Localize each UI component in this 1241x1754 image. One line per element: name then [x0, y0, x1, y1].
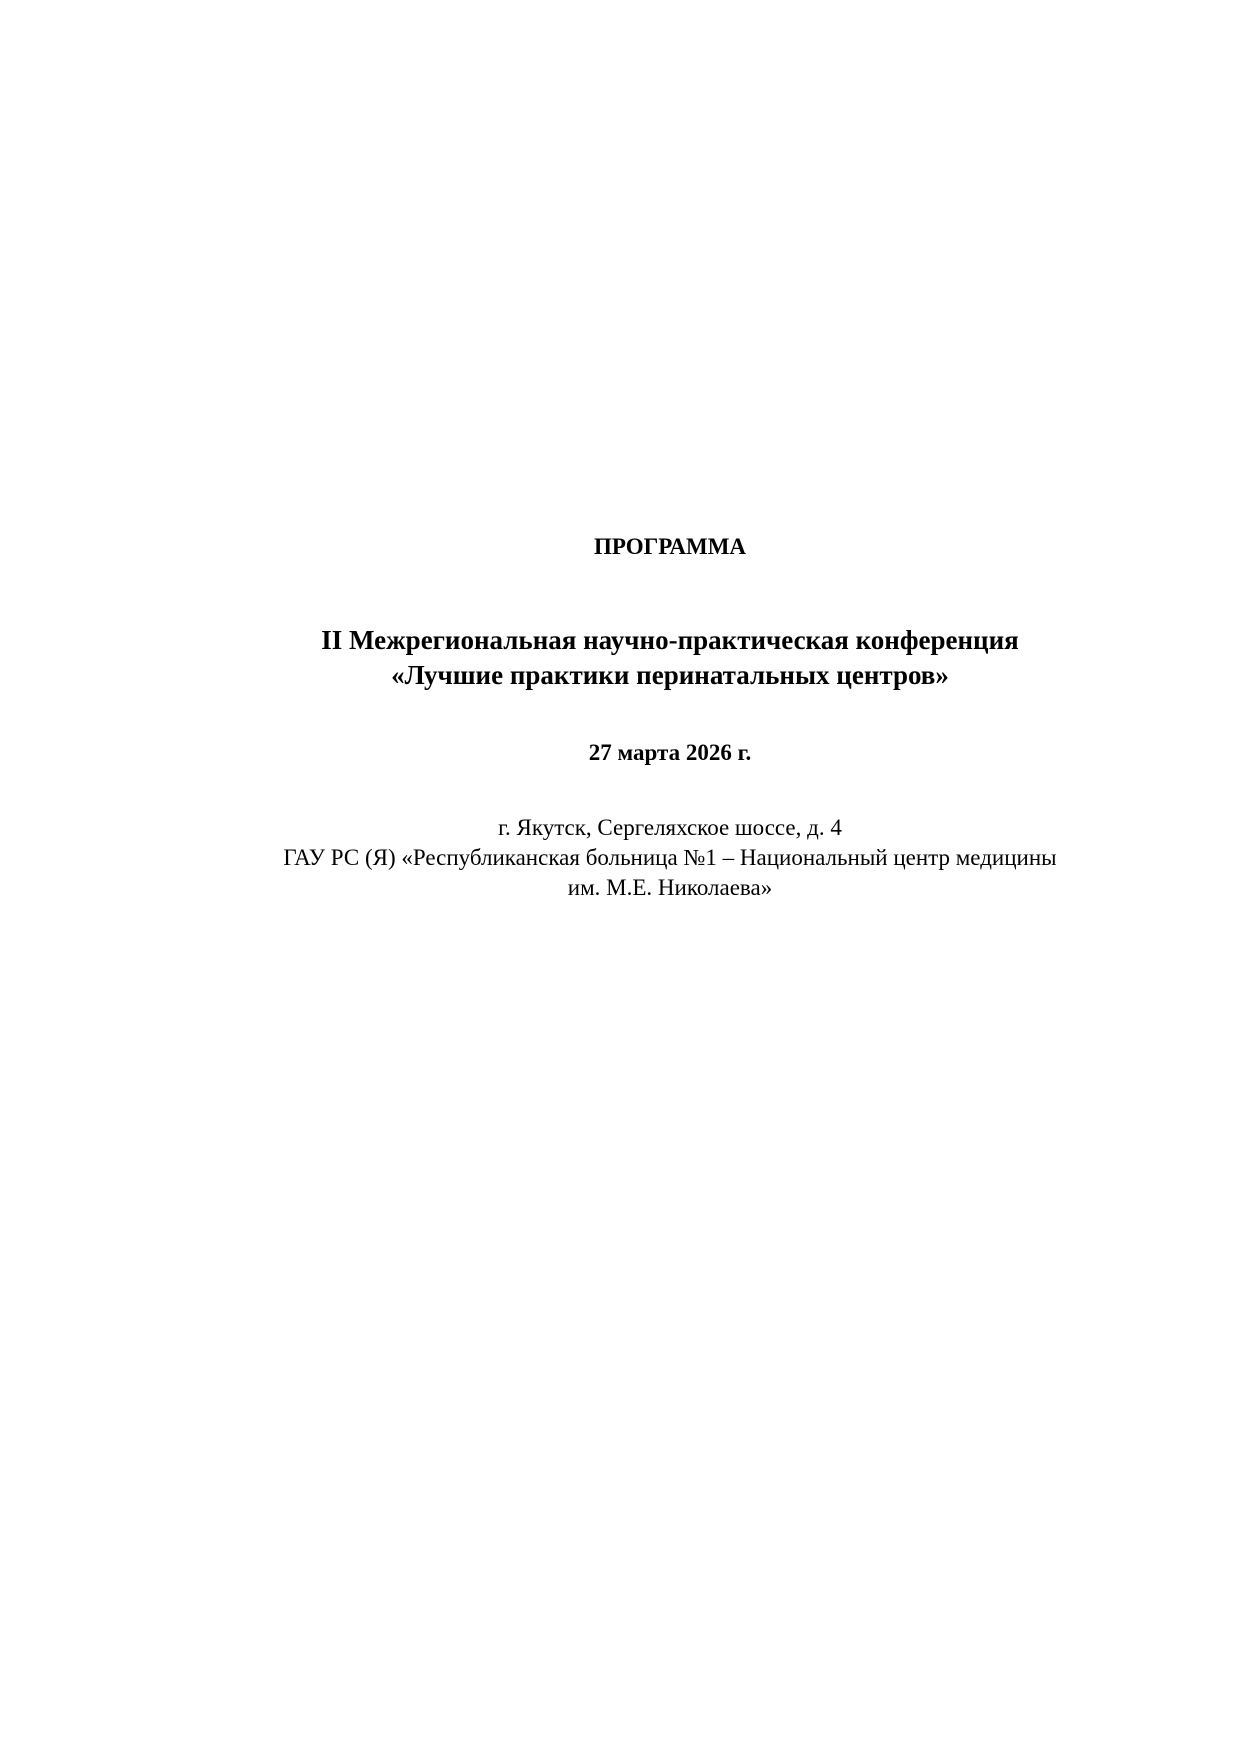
program-heading: ПРОГРАММА	[593, 534, 747, 559]
venue-address-line-2: ГАУ РС (Я) «Республиканская больница №1 – Национальный центр медицины	[283, 845, 1057, 870]
venue-address-line-3: им. М.Е. Николаева»	[567, 875, 773, 900]
conference-title-line-2: «Лучшие практики перинатальных центров»	[391, 660, 949, 690]
event-date: 27 марта 2026 г.	[588, 740, 752, 765]
conference-title-line-1: II Межрегиональная научно-практическая конференция	[321, 625, 1019, 655]
venue-address-line-1: г. Якутск, Сергеляхское шоссе, д. 4	[498, 815, 842, 840]
